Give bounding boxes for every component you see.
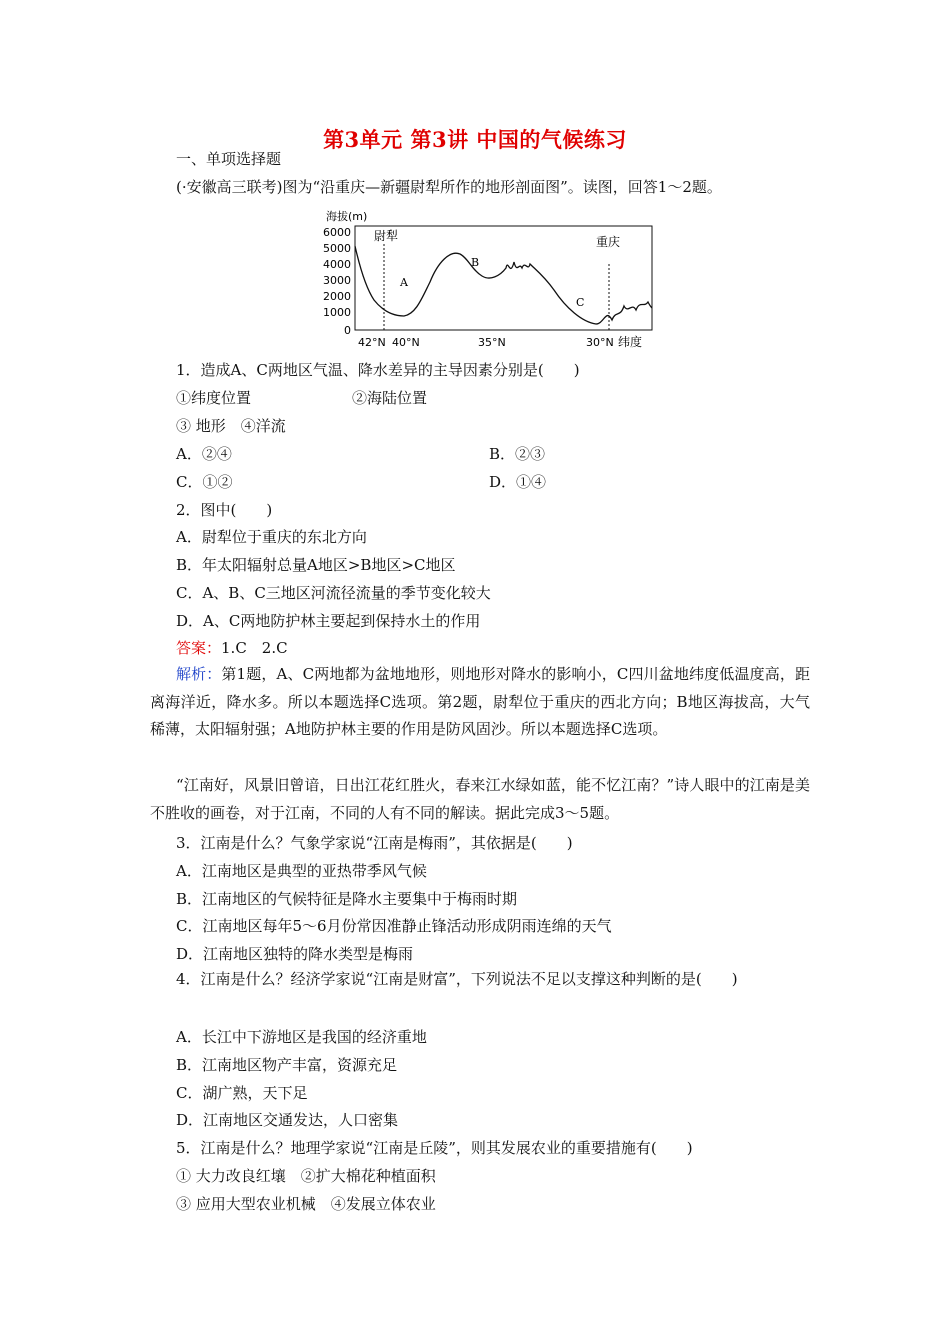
analysis-text: 第1题，A、C两地都为盆地地形，则地形对降水的影响小，C四川盆地纬度低温度高，距离海洋近，降水多。所以本题选择C选项。第2题，尉犁位于重庆的西北方向；B地区海拔高，大气稀薄，太阳辐射强；A地防护林主要的作用是防风固沙。所以本题选择C选项。 [150,665,810,739]
q4-option-a: A．长江中下游地区是我国的经济重地 [176,1028,427,1046]
y-tick: 3000 [323,274,351,287]
q3-option-d: D．江南地区独特的降水类型是梅雨 [176,945,414,963]
q5-measures-1-2: ① 大力改良红壤 ②扩大棉花种植面积 [176,1167,436,1185]
q1-factor-1: ①纬度位置 [176,389,252,407]
place-label-weili: 尉犁 [374,229,399,243]
analysis-label: 解析： [176,665,222,683]
q2-stem: 2．图中( ) [176,501,273,519]
q4-option-c: C．湖广熟，天下足 [176,1084,308,1102]
q1-option-a: A．②④ [176,445,232,463]
answer-line [176,638,288,658]
y-tick: 0 [344,324,351,337]
intro-q1-2: (·安徽高三联考)图为“沿重庆—新疆尉犁所作的地形剖面图”。读图，回答1～2题。 [176,178,722,196]
q4-option-d: D．江南地区交通发达，人口密集 [176,1111,399,1129]
x-axis-label: 纬度 [618,335,643,349]
x-tick: 30°N [586,336,614,349]
q1-option-d: D．①④ [489,473,547,491]
label-b: B [471,256,480,269]
x-tick: 40°N [392,336,420,349]
analysis-paragraph [150,661,810,744]
q2-option-c: C．A、B、C三地区河流径流量的季节变化较大 [176,584,491,602]
page-title: 第3单元 第3讲 中国的气候练习 [323,127,627,152]
q1-factor-3-4: ③ 地形 ④洋流 [176,417,286,435]
intro-q3-5: “江南好，风景旧曾谙，日出江花红胜火，春来江水绿如蓝，能不忆江南？”诗人眼中的江南是美不胜收的画卷，对于江南，不同的人有不同的解读。据此完成3～5题。 [150,776,810,822]
x-tick: 42°N [358,336,386,349]
q2-option-b: B．年太阳辐射总量A地区>B地区>C地区 [176,556,456,574]
q4-stem: 4．江南是什么？经济学家说“江南是财富”，下列说法不足以支撑这种判断的是( ) [176,970,738,988]
q2-option-a: A．尉犁位于重庆的东北方向 [176,528,367,546]
y-axis-label: 海拔(m) [326,210,368,223]
y-tick: 2000 [323,290,351,303]
q3-option-c: C．江南地区每年5～6月份常因准静止锋活动形成阴雨连绵的天气 [176,917,612,935]
section-heading: 一、单项选择题 [176,150,282,168]
q1-stem: 1．造成A、C两地区气温、降水差异的主导因素分别是( ) [176,361,580,379]
terrain-profile-figure [322,206,662,352]
label-c: C [576,296,585,309]
label-a: A [400,276,408,289]
y-tick: 5000 [323,242,351,255]
q5-measures-3-4: ③ 应用大型农业机械 ④发展立体农业 [176,1195,436,1213]
q3-option-a: A．江南地区是典型的亚热带季风气候 [176,862,427,880]
q2-option-d: D．A、C两地防护林主要起到保持水土的作用 [176,612,481,630]
y-tick: 1000 [323,306,351,319]
place-label-chongqing: 重庆 [596,235,621,249]
x-tick: 35°N [478,336,506,349]
q4-option-b: B．江南地区物产丰富，资源充足 [176,1056,398,1074]
q1-option-c: C．①② [176,473,233,491]
answer-label: 答案： [176,639,222,657]
q5-stem: 5．江南是什么？地理学家说“江南是丘陵”，则其发展农业的重要措施有( ) [176,1139,693,1157]
q1-factor-2: ②海陆位置 [352,389,428,407]
answer-text: 1.C 2.C [221,639,288,657]
q1-option-b: B．②③ [489,445,546,463]
q3-option-b: B．江南地区的气候特征是降水主要集中于梅雨时期 [176,890,518,908]
y-tick: 4000 [323,258,351,271]
q3-stem: 3．江南是什么？气象学家说“江南是梅雨”，其依据是( ) [176,834,573,852]
y-tick: 6000 [323,226,351,239]
